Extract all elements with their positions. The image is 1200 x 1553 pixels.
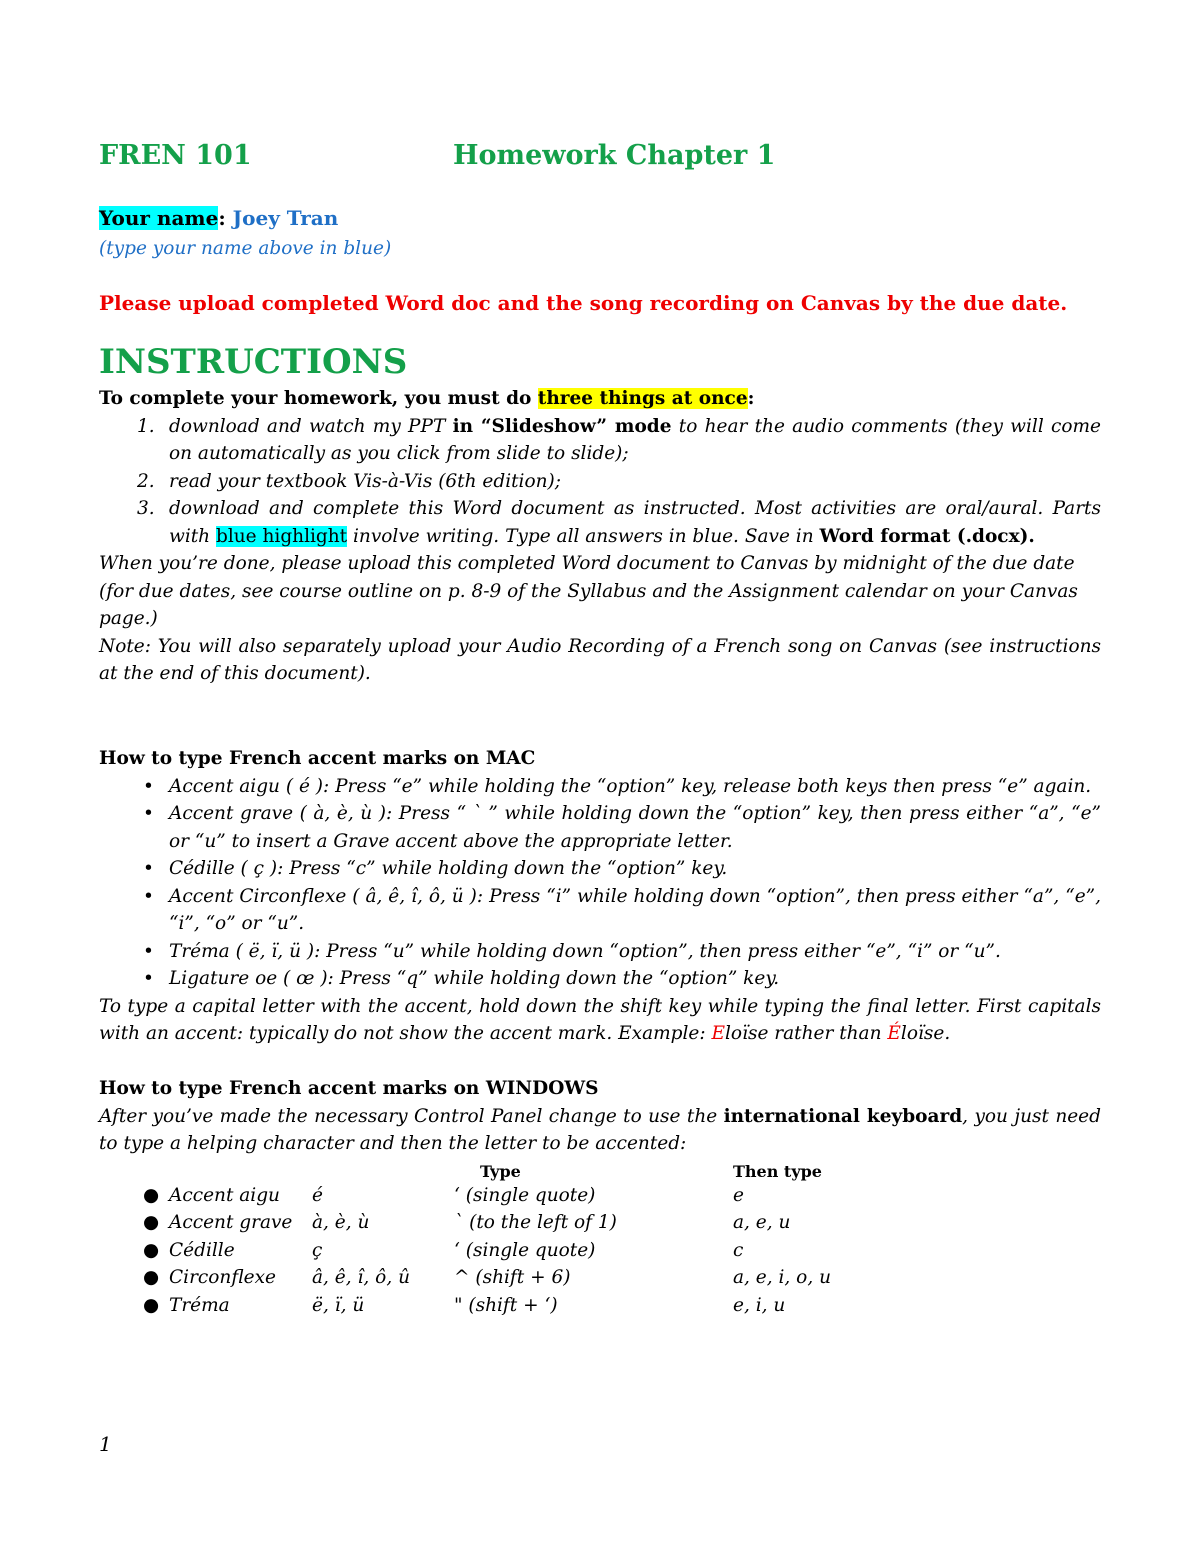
windows-intro: After you’ve made the necessary Control Panel change to use the international keyboard, you just need to type a helping character and then the letter to be accented: — [99, 1105, 1101, 1154]
course-code: FREN 101 — [99, 140, 252, 171]
upload-notice: Please upload completed Word doc and the song recording on Canvas by the due date. — [99, 291, 1068, 315]
col-then: Then type — [733, 1161, 822, 1181]
table-row: ● Circonflexe â, ê, î, ô, û ^ (shift + 6) a, e, i, o, u — [143, 1267, 831, 1288]
name-label: Your name — [99, 206, 219, 230]
mac-section — [99, 745, 1101, 1048]
page-number: 1 — [99, 1432, 112, 1456]
windows-section — [99, 1075, 1101, 1319]
mac-item: • Accent grave ( à, è, ù ): Press “ ` ” while holding down the “option” key, then press either “a”, “e” or “u” to insert a Grave accent above the appropriate letter. — [143, 803, 1101, 852]
instructions-intro: To complete your homework, you must do three things at once: — [99, 388, 755, 409]
capital-note: To type a capital letter with the accent, hold down the shift key while typing the final letter. First capitals with an accent: typically do not show the accent mark. Example: Eloïse rather than Éloïse. — [99, 995, 1101, 1044]
step-item: 2. read your textbook Vis-à-Vis (6th edition); — [137, 470, 561, 492]
blue-highlight-example: blue highlight — [215, 525, 348, 547]
mac-list — [99, 773, 1101, 993]
name-value[interactable]: Joey Tran — [232, 206, 339, 230]
mac-item: • Tréma ( ë, ï, ü ): Press “u” while holding down “option”, then press either “e”, “i” or “u”. — [143, 940, 1001, 962]
title-row — [99, 140, 1101, 184]
windows-heading: How to type French accent marks on WINDOWS — [99, 1078, 599, 1099]
mac-heading: How to type French accent marks on MAC — [99, 748, 536, 769]
document-title: Homework Chapter 1 — [453, 140, 776, 171]
done-paragraph: When you’re done, please upload this completed Word document to Canvas by midnight of the due date (for due dates, see course outline on p. 8-9 of the Syllabus and the Assignment calendar on your Canvas page.) — [99, 553, 1078, 629]
table-row: ● Accent grave à, è, ù ` (to the left of 1) a, e, u — [143, 1212, 791, 1233]
step-item: 3. download and complete this Word document as instructed. Most activities are oral/aural. Parts with blue highlight involve writing. Type all answers in blue. Save in Word format (.docx). — [137, 498, 1101, 547]
mac-item: • Accent Circonflexe ( â, ê, î, ô, ü ): Press “i” while holding down “option”, then press either “a”, “e”, “i”, “o” or “u”. — [143, 885, 1101, 934]
instructions-heading: INSTRUCTIONS — [99, 342, 408, 382]
name-line: Your name: Joey Tran — [99, 206, 339, 230]
mac-item: • Ligature oe ( œ ): Press “q” while holding down the “option” key. — [143, 968, 780, 989]
highlight-three-things: three things at once — [537, 388, 748, 409]
name-hint: (type your name above in blue) — [99, 238, 392, 259]
mac-item: • Cédille ( ç ): Press “c” while holding down the “option” key. — [143, 858, 728, 879]
col-type: Type — [480, 1161, 521, 1181]
note-paragraph: Note: You will also separately upload your Audio Recording of a French song on Canvas (see instructions at the end of this document). — [99, 635, 1101, 684]
table-row: ● Cédille ç ‘ (single quote) c — [143, 1239, 744, 1261]
steps-list — [99, 413, 1101, 551]
accent-table — [99, 1182, 1101, 1320]
table-row: ● Tréma ë, ï, ü " (shift + ‘) e, i, u — [143, 1294, 786, 1316]
table-row: ● Accent aigu é ‘ (single quote) e — [143, 1184, 744, 1206]
table-header — [99, 1158, 1101, 1182]
instructions-body — [99, 385, 1101, 688]
mac-item: • Accent aigu ( é ): Press “e” while holding the “option” key, release both keys then press “e” again. — [143, 775, 1092, 797]
step-item: 1. download and watch my PPT in “Slideshow” mode to hear the audio comments (they will come on automatically as you click from slide to slide); — [137, 415, 1101, 464]
